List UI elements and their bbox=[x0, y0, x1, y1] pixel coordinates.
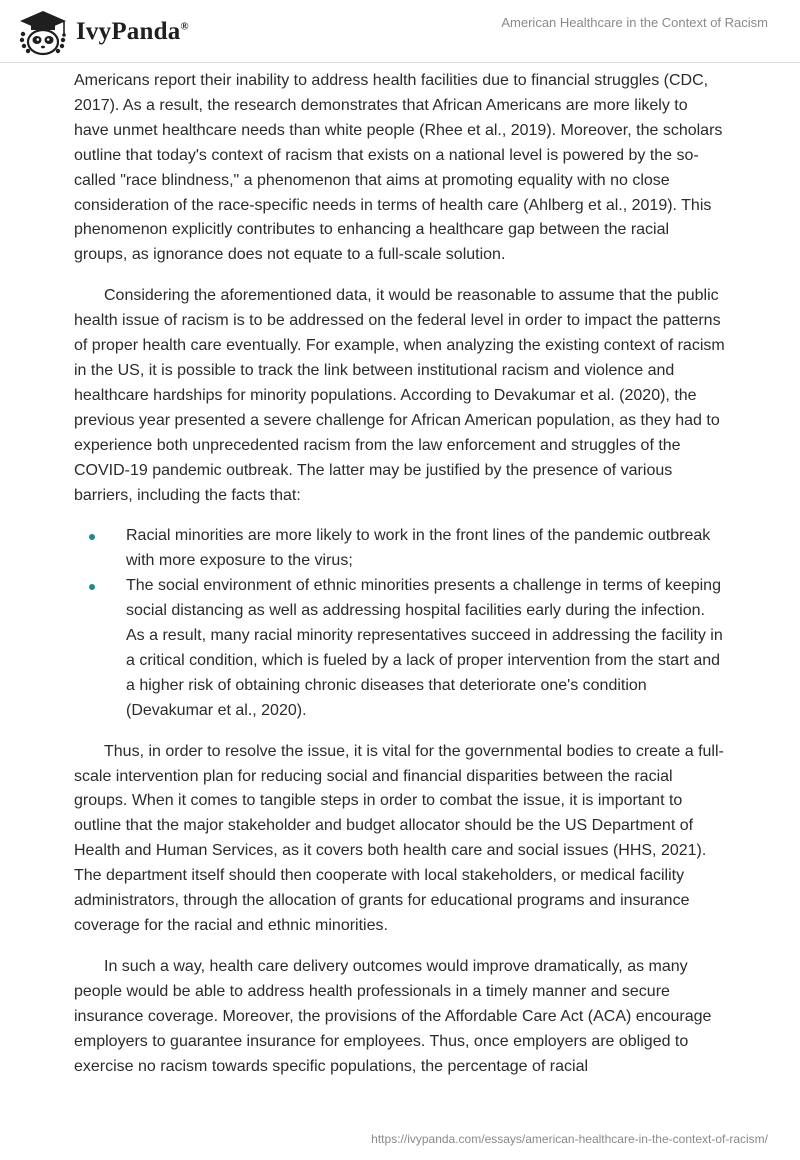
bullet-icon bbox=[89, 584, 95, 590]
list-item bbox=[74, 574, 726, 723]
paragraph: In such a way, health care delivery outcomes would improve dramatically, as many people would be able to address health professionals in a timely manner and secure insurance coverage. Moreover, the provisions of the Affordable Care Act (ACA) encourage employers to guarantee insurance for employees. Thus, once employers are obliged to exercise no racism towards specific populations, the percentage of racial bbox=[74, 957, 712, 1075]
list-item-text: Racial minorities are more likely to work in the front lines of the pandemic outbreak with more exposure to the virus; bbox=[126, 527, 711, 570]
panda-graduate-icon bbox=[14, 8, 72, 56]
bullet-list bbox=[74, 524, 726, 723]
document-title: American Healthcare in the Context of Racism bbox=[501, 15, 768, 30]
paragraph: Considering the aforementioned data, it would be reasonable to assume that the public health issue of racism is to be addressed on the federal level in order to impact the patterns of proper health care eventually. For example, when analyzing the existing context of racism in the US, it is possible to track the link between institutional racism and violence and healthcare hardships for minority populations. According to Devakumar et al. (2020), the previous year presented a severe challenge for African American population, as they had to experience both unprecedented racism from the law enforcement and struggles of the COVID-19 pandemic outbreak. The latter may be justified by the presence of various barriers, including the facts that: bbox=[74, 287, 725, 504]
ivypanda-logo[interactable] bbox=[14, 8, 189, 56]
registered-mark: ® bbox=[180, 20, 189, 33]
bullet-icon bbox=[89, 534, 95, 540]
list-item-text: The social environment of ethnic minorities presents a challenge in terms of keeping social distancing as well as addressing hospital facilities early during the infection. As a result, many racial minority representatives succeed in addressing the facility in a critical condition, which is fueled by a lack of proper intervention from the start and a higher risk of obtaining chronic diseases that deteriorate one's condition (Devakumar et al., 2020). bbox=[126, 577, 723, 719]
list-item bbox=[74, 524, 726, 574]
paragraph: Americans report their inability to address health facilities due to financial struggles (CDC, 2017). As a result, the research demonstrates that African Americans are more likely to have unmet healthcare needs than white people (Rhee et al., 2019). Moreover, the scholars outline that today's context of racism that exists on a national level is powered by the so-called "race blindness," a phenomenon that aims at promoting equality with no close consideration of the race-specific needs in terms of health care (Ahlberg et al., 2019). This phenomenon explicitly contributes to enhancing a healthcare gap between the racial groups, as ignorance does not equate to a full-scale solution. bbox=[74, 72, 723, 264]
paragraph: Thus, in order to resolve the issue, it is vital for the governmental bodies to create a full-scale intervention plan for reducing social and financial disparities between the racial groups. When it comes to tangible steps in order to combat the issue, it is important to outline that the major stakeholder and budget allocator should be the US Department of Health and Human Services, as it covers both health care and social issues (HHS, 2021). The department itself should then cooperate with local stakeholders, or medical facility administrators, through the allocation of grants for educational programs and insurance coverage for the racial and ethnic minorities. bbox=[74, 742, 724, 934]
logo-wordmark: IvyPanda bbox=[76, 18, 181, 45]
logo-text bbox=[76, 18, 189, 46]
page-header bbox=[0, 0, 800, 63]
essay-body bbox=[74, 69, 726, 1095]
source-url[interactable]: https://ivypanda.com/essays/american-healthcare-in-the-context-of-racism/ bbox=[371, 1132, 768, 1146]
